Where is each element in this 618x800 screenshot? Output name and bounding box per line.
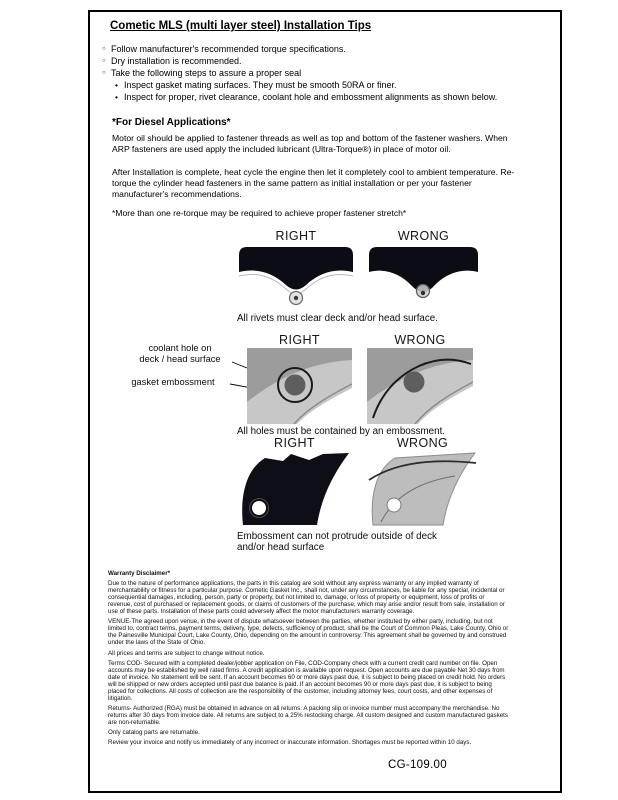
protrusion-wrong-graphic bbox=[367, 450, 478, 527]
bolt-hole bbox=[252, 501, 266, 515]
rivet-clearance-wrong-graphic bbox=[367, 245, 480, 309]
diagram-protrusion-wrong bbox=[367, 450, 478, 527]
diesel-applications-heading: *For Diesel Applications* bbox=[112, 117, 231, 128]
bolt-hole bbox=[387, 498, 401, 512]
rivet-clearance-right-graphic bbox=[237, 245, 355, 309]
right-label-row3: RIGHT bbox=[274, 436, 315, 450]
legal-paragraph: VENUE-The agreed upon venue, in the event of dispute whatsoever between the parties, whether instituted by either party, including, but not limited to, contract terms, payment terms, delivery, type, defects, sufficiency of product, shall be the Court of Common Pleas, Lake County, Ohio or the Painesville Municipal Court, Lake County, Ohio, depending on the amount in controversy. This agreement shall be governed by and construed under the laws of the State of Ohio. bbox=[108, 618, 509, 647]
warranty-disclaimer bbox=[108, 570, 510, 750]
row3-caption: Embossment can not protrude outside of deck and/or head surface bbox=[237, 531, 437, 553]
wrong-label-row1: WRONG bbox=[397, 229, 450, 243]
embossment-label: gasket embossment bbox=[131, 377, 215, 387]
coolant-hole bbox=[404, 372, 425, 393]
coolant-hole-label-line1: coolant hole on bbox=[148, 343, 212, 353]
diesel-paragraph-1: Motor oil should be applied to fastener threads as well as top and bottom of the fastener washers. When ARP fasteners are used apply the included lubricant (Ultra-Torque®) in place of motor oil. bbox=[112, 133, 508, 154]
row1-caption: All rivets must clear deck and/or head surface. bbox=[237, 313, 438, 324]
list-item bbox=[102, 43, 497, 55]
tip-text: Follow manufacturer's recommended torque specifications. bbox=[111, 44, 346, 54]
circle-bullet-icon: ○ bbox=[102, 58, 106, 64]
installation-tips-list bbox=[102, 43, 497, 103]
dot-bullet-icon: • bbox=[115, 80, 118, 90]
embossment-wrong-graphic bbox=[367, 348, 473, 424]
tip-text: Inspect for proper, rivet clearance, coolant hole and embossment alignments as shown below. bbox=[124, 92, 498, 102]
legal-paragraph: All prices and terms are subject to change without notice. bbox=[108, 649, 265, 657]
wrong-label-row2: WRONG bbox=[394, 333, 446, 347]
row2-caption: All holes must be contained by an embossment. bbox=[237, 426, 446, 437]
tip-text: Inspect gasket mating surfaces. They must be smooth 50RA or finer. bbox=[124, 80, 397, 90]
dot-bullet-icon: • bbox=[115, 92, 118, 102]
wrong-label-row3: WRONG bbox=[396, 436, 449, 450]
page-title: Cometic MLS (multi layer steel) Installation Tips bbox=[110, 20, 372, 32]
retorque-note: *More than one re-torque may be required to achieve proper fastener stretch* bbox=[112, 208, 407, 218]
protrusion-right-graphic bbox=[237, 450, 352, 527]
legal-paragraph: Due to the nature of performance applications, the parts in this catalog are sold without any express warranty or any implied warranty of merchantability or fitness for a particular purpose. Cometic Gasket Inc., shall not, under any circumstances, be liable for any special, incidental or consequential damages, including, person, party or property, but not limited to, damage, or loss of property or equipment, loss of profits or revenue, cost of purchased or replacement goods, or claims of customers of the purchase, which may arise and/or result from sale, installation or use of these parts. Installation of these parts could adversely affect the motor manufacturers warranty coverage. bbox=[108, 580, 505, 616]
diagram-embossment-wrong bbox=[367, 348, 473, 424]
catalog-code: CG-109.00 bbox=[388, 759, 447, 771]
diagram-embossment-right bbox=[247, 348, 352, 424]
list-item bbox=[115, 91, 497, 103]
legal-paragraph: Returns- Authorized (RGA) must be obtained in advance on all returns. A packing slip or invoice number must accompany the merchandise. No returns after 30 days from invoice date. All returns are subject to a 25% restocking charge. All custom designed and custom manufactured gaskets are non-returnable. bbox=[108, 704, 508, 726]
tip-text: Dry installation is recommended. bbox=[111, 56, 242, 66]
coolant-hole bbox=[285, 375, 306, 396]
legal-paragraph: Terms COD- Secured with a completed dealer/jobber application on File, COD-Company check with a current credit card number on file. Open accounts may be established by well rated firms. A credit application is available upon request. Open accounts are due payable Net 30 days from date of invoice. No statement will be sent. If an account becomes 60 or more days past due, it is subject to being placed on credit hold. No orders will be shipped or new orders accepted until past due balance is paid. If an account becomes 90 or more days past due, it is subject to being placed for collections. All costs of collection are the responsibility of the customer, including attorney fees, court costs, and other expenses of litigation. bbox=[108, 659, 506, 702]
right-label-row2: RIGHT bbox=[279, 333, 320, 347]
legal-paragraph: Only catalog parts are returnable. bbox=[108, 729, 200, 737]
circle-bullet-icon: ○ bbox=[102, 70, 106, 76]
diagram-protrusion-right bbox=[237, 450, 352, 527]
list-item bbox=[102, 67, 497, 79]
coolant-hole-label bbox=[128, 343, 232, 364]
right-label-row1: RIGHT bbox=[275, 229, 317, 243]
warranty-heading: Warranty Disclaimer* bbox=[108, 570, 171, 577]
diagram-rivet-clearance-wrong bbox=[367, 245, 480, 309]
tip-text: Take the following steps to assure a proper seal bbox=[111, 68, 302, 78]
circle-bullet-icon: ○ bbox=[102, 46, 106, 52]
legal-paragraph: Review your invoice and notify us immediately of any incorrect or inaccurate information. Shortages must be reported within 10 days. bbox=[108, 739, 472, 747]
list-item bbox=[115, 79, 497, 91]
diagram-rivet-clearance-right bbox=[237, 245, 355, 309]
list-item bbox=[102, 55, 497, 67]
diesel-paragraph-2: After Installation is complete, heat cycle the engine then let it completely cool to ambient temperature. Re-torque the cylinder head fasteners in the same pattern as initial installation or per your fastener manufacturer's recommendations. bbox=[112, 167, 515, 199]
coolant-hole-label-line2: deck / head surface bbox=[139, 353, 221, 364]
embossment-right-graphic bbox=[247, 348, 352, 424]
